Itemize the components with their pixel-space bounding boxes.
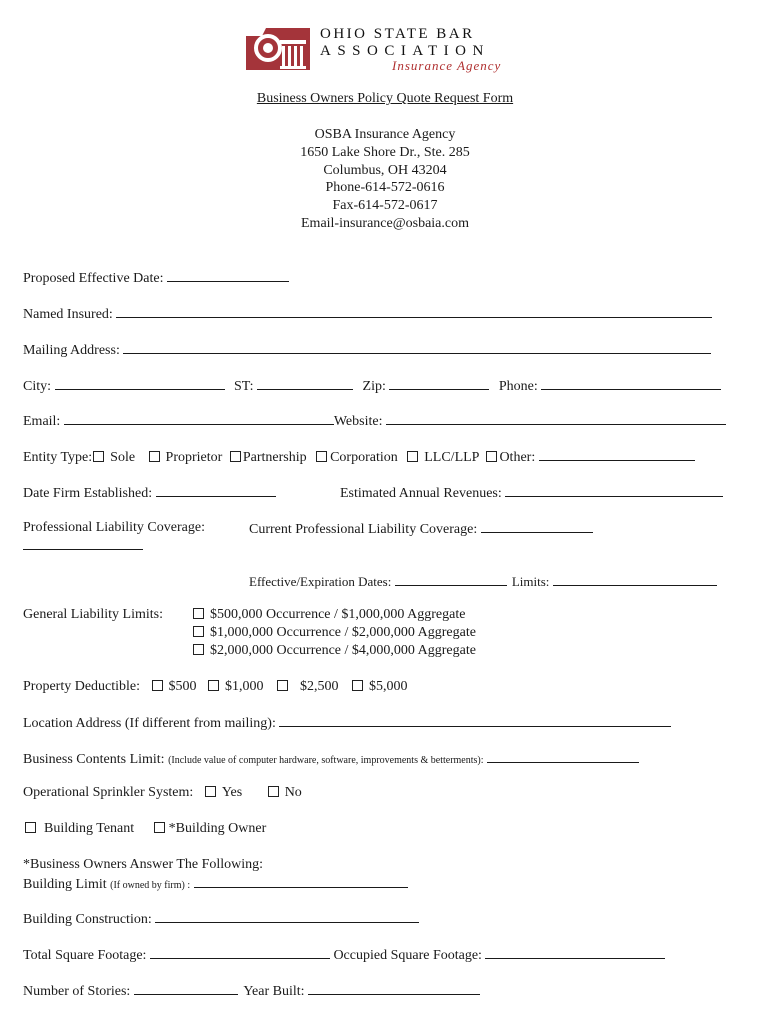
deductible-5000-label: $5,000 (369, 679, 408, 694)
sprinkler-no-label: No (284, 785, 302, 800)
gl-option-1-checkbox[interactable] (193, 608, 204, 619)
entity-llc-label: LLC/LLP (424, 450, 479, 465)
mailing-address-field[interactable] (123, 341, 711, 354)
year-built-label: Year Built: (243, 984, 305, 999)
city-label: City: (23, 379, 52, 394)
entity-type-label: Entity Type: (23, 450, 93, 465)
deductible-500-label: $500 (168, 679, 197, 694)
entity-sole-checkbox[interactable] (93, 451, 104, 462)
agency-phone: Phone-614-572-0616 (325, 180, 445, 195)
deductible-2500-checkbox[interactable] (277, 680, 288, 691)
agency-fax: Fax-614-572-0617 (332, 198, 438, 213)
mailing-address-label: Mailing Address: (23, 343, 120, 358)
st-field[interactable] (257, 377, 353, 390)
sprinkler-no-checkbox[interactable] (268, 786, 279, 797)
location-address-field[interactable] (279, 714, 671, 727)
entity-partnership-label: Partnership (242, 450, 307, 465)
entity-other-label: Other: (499, 450, 536, 465)
contents-limit-field[interactable] (487, 750, 639, 763)
gl-option-2-label: $1,000,000 Occurrence / $2,000,000 Aggregate (210, 625, 476, 640)
building-tenant-checkbox[interactable] (25, 822, 36, 833)
sprinkler-label: Operational Sprinkler System: (23, 785, 194, 800)
entity-other-checkbox[interactable] (486, 451, 497, 462)
agency-street: 1650 Lake Shore Dr., Ste. 285 (300, 145, 470, 160)
annual-revenues-field[interactable] (505, 484, 723, 497)
agency-city: Columbus, OH 43204 (323, 163, 447, 178)
current-prof-liability-field[interactable] (481, 520, 593, 533)
effective-expiration-field[interactable] (395, 573, 507, 586)
prof-liability-label: Professional Liability Coverage: (23, 520, 205, 535)
st-label: ST: (234, 379, 254, 394)
logo-line-1: OHIO STATE BAR (320, 26, 475, 42)
annual-revenues-label: Estimated Annual Revenues: (340, 486, 502, 501)
owners-answer-heading: *Business Owners Answer The Following: (23, 857, 264, 872)
named-insured-label: Named Insured: (23, 307, 113, 322)
zip-field[interactable] (389, 377, 489, 390)
stories-label: Number of Stories: (23, 984, 131, 999)
contents-limit-note: (Include value of computer hardware, software, improvements & betterments): (168, 755, 484, 766)
gl-option-3-label: $2,000,000 Occurrence / $4,000,000 Aggregate (210, 643, 476, 658)
phone-field[interactable] (541, 377, 721, 390)
zip-label: Zip: (362, 379, 386, 394)
entity-llc-checkbox[interactable] (407, 451, 418, 462)
current-prof-liability-label: Current Professional Liability Coverage: (249, 522, 478, 537)
building-limit-note: (If owned by firm) : (110, 880, 191, 891)
limits-label: Limits: (511, 574, 550, 589)
agency-name: OSBA Insurance Agency (314, 127, 456, 142)
date-established-label: Date Firm Established: (23, 486, 153, 501)
occupied-sqft-field[interactable] (485, 946, 665, 959)
entity-other-field[interactable] (539, 448, 695, 461)
building-owner-label: *Building Owner (168, 821, 267, 836)
phone-label: Phone: (498, 379, 538, 394)
osba-logo (244, 26, 534, 72)
general-liability-label: General Liability Limits: (23, 607, 163, 622)
total-sqft-field[interactable] (150, 946, 330, 959)
named-insured-field[interactable] (116, 305, 712, 318)
prof-liability-field[interactable] (23, 537, 143, 550)
contents-limit-label: Business Contents Limit: (23, 752, 165, 767)
occupied-sqft-label: Occupied Square Footage: (333, 948, 482, 963)
gl-option-3-checkbox[interactable] (193, 644, 204, 655)
building-tenant-label: Building Tenant (44, 821, 135, 836)
building-construction-label: Building Construction: (23, 912, 152, 927)
deductible-5000-checkbox[interactable] (352, 680, 363, 691)
stories-field[interactable] (134, 982, 238, 995)
city-field[interactable] (55, 377, 225, 390)
property-deductible-label: Property Deductible: (23, 679, 141, 694)
effective-date-field[interactable] (167, 269, 289, 282)
gl-option-1-label: $500,000 Occurrence / $1,000,000 Aggregate (210, 607, 466, 622)
limits-field[interactable] (553, 573, 717, 586)
building-limit-field[interactable] (194, 875, 408, 888)
building-owner-checkbox[interactable] (154, 822, 165, 833)
building-limit-label: Building Limit (23, 877, 107, 892)
deductible-1000-checkbox[interactable] (208, 680, 219, 691)
entity-proprietor-checkbox[interactable] (149, 451, 160, 462)
entity-partnership-checkbox[interactable] (230, 451, 241, 462)
sprinkler-yes-checkbox[interactable] (205, 786, 216, 797)
entity-corporation-checkbox[interactable] (316, 451, 327, 462)
entity-corporation-label: Corporation (330, 450, 398, 465)
gl-option-2-checkbox[interactable] (193, 626, 204, 637)
building-construction-field[interactable] (155, 910, 419, 923)
entity-sole-label: Sole (110, 450, 136, 465)
email-field[interactable] (64, 412, 334, 425)
website-field[interactable] (386, 412, 726, 425)
year-built-field[interactable] (308, 982, 480, 995)
email-label: Email: (23, 414, 61, 429)
website-label: Website: (333, 414, 383, 429)
location-address-label: Location Address (If different from mailing): (23, 716, 276, 731)
entity-proprietor-label: Proprietor (165, 450, 223, 465)
form-title: Business Owners Policy Quote Request Form (256, 91, 514, 106)
effective-expiration-label: Effective/Expiration Dates: (249, 574, 392, 589)
date-established-field[interactable] (156, 484, 276, 497)
deductible-500-checkbox[interactable] (152, 680, 163, 691)
deductible-1000-label: $1,000 (225, 679, 264, 694)
agency-email: Email-insurance@osbaia.com (301, 216, 469, 231)
logo-line-3: Insurance Agency (392, 58, 502, 73)
sprinkler-yes-label: Yes (221, 785, 243, 800)
total-sqft-label: Total Square Footage: (23, 948, 147, 963)
effective-date-label: Proposed Effective Date: (23, 271, 164, 286)
deductible-2500-label: $2,500 (300, 679, 339, 694)
logo-line-2: ASSOCIATION (320, 43, 490, 59)
osba-seal-icon (244, 26, 316, 72)
